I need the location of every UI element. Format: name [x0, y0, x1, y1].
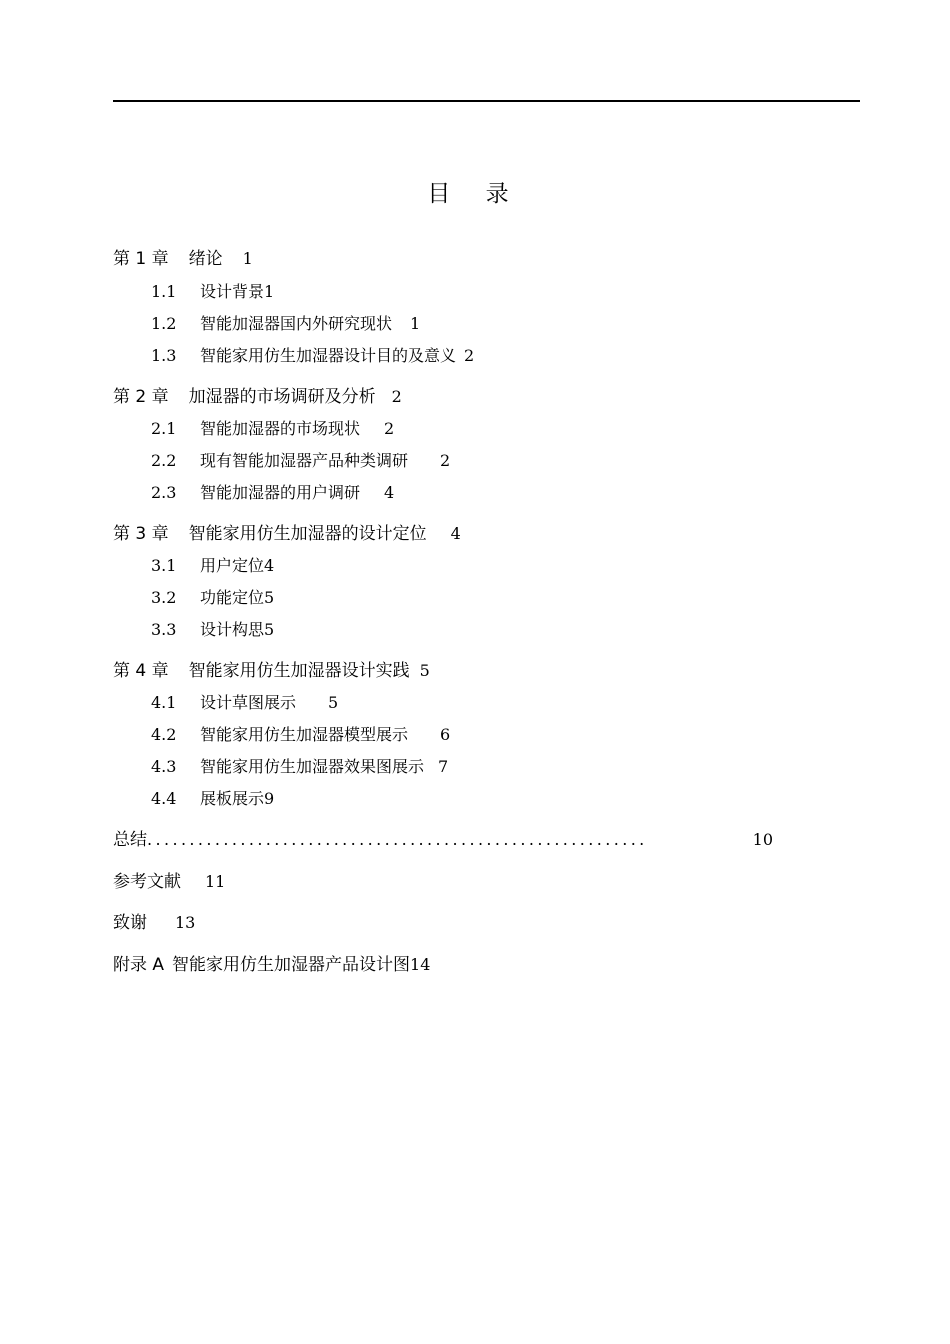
toc-entry-label: 致谢: [113, 913, 147, 933]
toc-entry-label: 智能家用仿生加湿器产品设计图: [172, 955, 411, 975]
toc-entry-number: 4.3: [151, 757, 177, 776]
toc-entry-page: 1: [242, 249, 253, 268]
dot-leader: ...........................................................: [147, 830, 648, 849]
toc-entry-page: 13: [175, 913, 196, 932]
toc-entry-page: 2: [384, 419, 395, 438]
toc-entry-page: 5: [264, 588, 275, 607]
toc-entry-thanks[interactable]: [113, 911, 195, 935]
toc-entry-label: 智能加湿器国内外研究现状: [200, 314, 393, 333]
toc-entry-page: 4: [384, 483, 395, 502]
toc-entry-label: 现有智能加湿器产品种类调研: [200, 451, 409, 470]
toc-entry-label: 展板展示: [200, 789, 265, 808]
toc-entry-number: 4.2: [151, 725, 177, 744]
toc-entry-page: 2: [464, 346, 475, 365]
toc-entry-number: 附录 A: [113, 955, 165, 975]
toc-entry-number: 3.2: [151, 588, 177, 607]
toc-entry-label: 智能家用仿生加湿器设计实践: [188, 661, 410, 681]
toc-entry-chapter-1[interactable]: [113, 247, 253, 271]
toc-entry-number: 第 2 章: [113, 387, 169, 407]
toc-entry-appendix[interactable]: [113, 953, 430, 977]
toc-entry-number: 4.1: [151, 693, 177, 712]
toc-entry-number: 第 4 章: [113, 661, 169, 681]
toc-entry-page: 11: [205, 872, 226, 891]
toc-entry-number: 2.3: [151, 483, 177, 502]
toc-entry-page: 2: [440, 451, 451, 470]
toc-entry-section-4-1[interactable]: [151, 691, 338, 715]
toc-entry-chapter-4[interactable]: [113, 659, 430, 683]
toc-entry-number: 1.2: [151, 314, 177, 333]
toc-entry-page: 1: [264, 282, 275, 301]
toc-entry-section-1-1[interactable]: [151, 280, 274, 304]
toc-entry-section-3-2[interactable]: [151, 586, 274, 610]
toc-entry-number: 2.2: [151, 451, 177, 470]
toc-entry-number: 4.4: [151, 789, 177, 808]
toc-entry-summary[interactable]: [113, 828, 773, 852]
toc-entry-section-1-3[interactable]: [151, 344, 474, 368]
toc-entry-label: 参考文献: [113, 872, 181, 892]
toc-entry-page: 5: [264, 620, 275, 639]
toc-entry-section-1-2[interactable]: [151, 312, 420, 336]
toc-entry-page: 10: [752, 830, 773, 849]
toc-entry-label: 智能家用仿生加湿器设计目的及意义: [200, 346, 457, 365]
toc-entry-label: 加湿器的市场调研及分析: [188, 387, 376, 407]
toc-entry-label: 智能加湿器的用户调研: [200, 483, 361, 502]
toc-title: 目 录: [427, 181, 523, 207]
toc-entry-section-4-3[interactable]: [151, 755, 448, 779]
toc-entry-label: 智能家用仿生加湿器模型展示: [200, 725, 409, 744]
toc-entry-label: 智能家用仿生加湿器效果图展示: [200, 757, 425, 776]
toc-entry-label: 设计背景: [200, 282, 265, 301]
toc-entry-page: 7: [438, 757, 449, 776]
toc-entry-label: 绪论: [188, 249, 223, 269]
toc-entry-label: 总结: [113, 830, 147, 850]
toc-entry-number: 1.1: [151, 282, 177, 301]
toc-entry-label: 设计草图展示: [200, 693, 297, 712]
toc-entry-page: 4: [450, 524, 461, 543]
toc-entry-label: 智能加湿器的市场现状: [200, 419, 361, 438]
toc-entry-label: 智能家用仿生加湿器的设计定位: [188, 524, 427, 544]
toc-entry-number: 3.1: [151, 556, 177, 575]
toc-entry-section-3-3[interactable]: [151, 618, 274, 642]
toc-entry-page: 1: [410, 314, 421, 333]
toc-entry-page: 5: [419, 661, 430, 680]
toc-entry-number: 第 3 章: [113, 524, 169, 544]
toc-entry-section-2-2[interactable]: [151, 449, 450, 473]
toc-entry-label: 设计构思: [200, 620, 265, 639]
toc-entry-references[interactable]: [113, 870, 225, 894]
toc-entry-page: 4: [264, 556, 275, 575]
toc-entry-number: 2.1: [151, 419, 177, 438]
toc-entry-chapter-3[interactable]: [113, 522, 461, 546]
toc-entry-section-4-2[interactable]: [151, 723, 450, 747]
toc-entry-page: 6: [440, 725, 451, 744]
toc-entry-number: 第 1 章: [113, 249, 169, 269]
header-rule: [113, 100, 860, 102]
toc-entry-page: 9: [264, 789, 275, 808]
toc-entry-page: 14: [410, 955, 431, 974]
toc-entry-label: 功能定位: [200, 588, 265, 607]
toc-entry-page: 5: [328, 693, 339, 712]
toc-entry-number: 1.3: [151, 346, 177, 365]
toc-entry-number: 3.3: [151, 620, 177, 639]
toc-entry-chapter-2[interactable]: [113, 385, 402, 409]
toc-entry-page: 2: [391, 387, 402, 406]
toc-entry-label: 用户定位: [200, 556, 265, 575]
toc-entry-section-4-4[interactable]: [151, 787, 274, 811]
toc-entry-section-2-1[interactable]: [151, 417, 394, 441]
toc-entry-section-2-3[interactable]: [151, 481, 394, 505]
toc-entry-section-3-1[interactable]: [151, 554, 274, 578]
